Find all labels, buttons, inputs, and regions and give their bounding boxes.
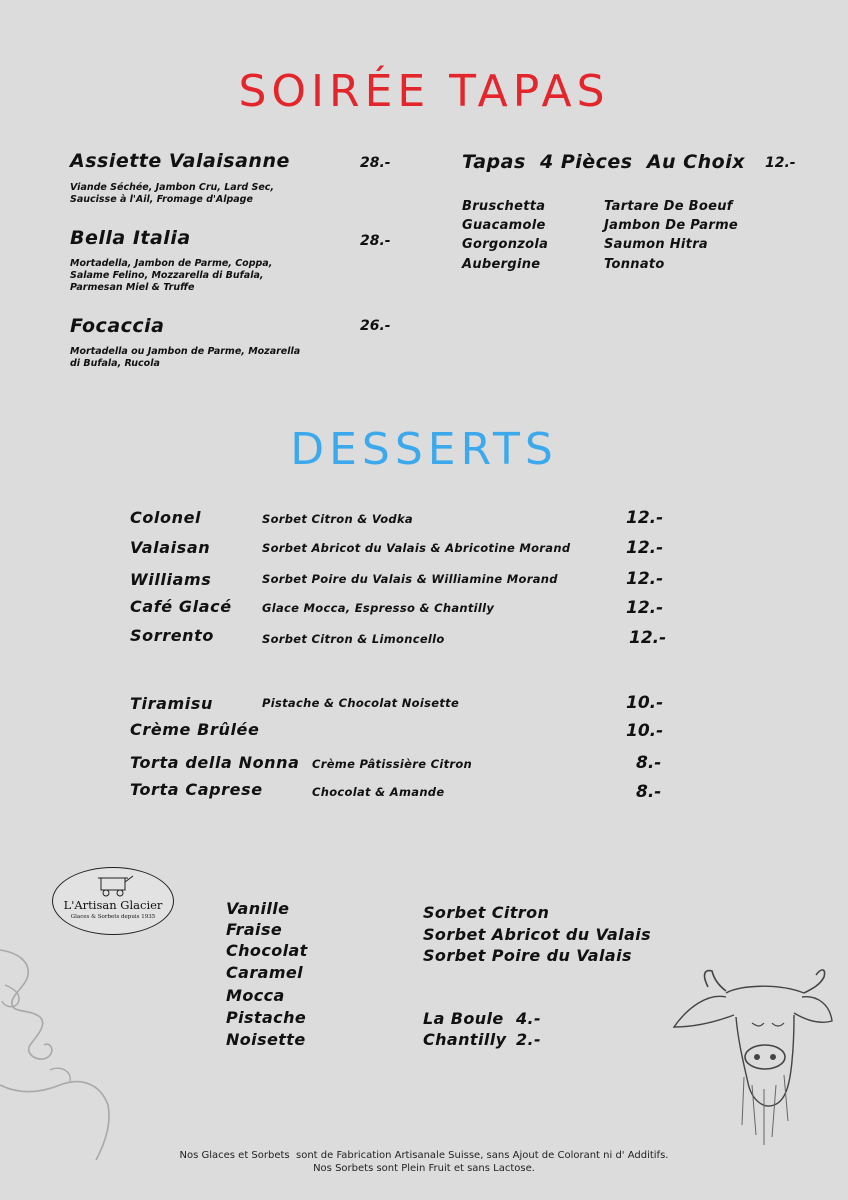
ice-flavor: Mocca	[226, 986, 285, 1005]
ice-flavor: Fraise	[226, 920, 283, 939]
tapas-item-desc: Mortadella ou Jambon de Parme, Mozarella di Bufala, Rucola	[70, 346, 301, 369]
tapas-item-price: 26.-	[360, 318, 391, 334]
dessert-name: Valaisan	[130, 538, 211, 557]
dessert-price: 12.-	[626, 598, 664, 618]
tapas-item-name: Bella Italia	[70, 227, 191, 249]
dessert-desc: Sorbet Poire du Valais & Williamine Morand	[262, 572, 558, 586]
dessert-desc: Pistache & Chocolat Noisette	[262, 696, 460, 710]
tapa-option: Bruschetta	[462, 199, 546, 214]
sorbet-flavor: Sorbet Citron	[423, 903, 550, 922]
tapa-option: Saumon Hitra	[604, 237, 708, 252]
tapas-item-desc: Mortadella, Jambon de Parme, Coppa, Salame Felino, Mozzarella di Bufala, Parmesan Miel & Truffe	[70, 258, 273, 293]
dessert-name: Crème Brûlée	[130, 720, 260, 739]
tapa-option: Jambon De Parme	[604, 218, 739, 233]
dessert-desc: Sorbet Abricot du Valais & Abricotine Morand	[262, 541, 571, 555]
ice-flavor: Pistache	[226, 1008, 307, 1027]
dessert-desc: Glace Mocca, Espresso & Chantilly	[262, 601, 495, 615]
dessert-price: 12.-	[626, 538, 664, 558]
dessert-price: 8.-	[636, 753, 662, 773]
dessert-name: Colonel	[130, 508, 202, 527]
scoop-price: 4.-	[516, 1009, 542, 1028]
tapas-item-price: 28.-	[360, 155, 391, 171]
dessert-name: Tiramisu	[130, 694, 213, 713]
dessert-price: 12.-	[626, 569, 664, 589]
dessert-price: 10.-	[626, 721, 664, 741]
dessert-desc: Sorbet Citron & Limoncello	[262, 632, 445, 646]
sorbet-flavor: Sorbet Poire du Valais	[423, 946, 632, 965]
dessert-price: 10.-	[626, 693, 664, 713]
cow-head-line-drawing-icon	[668, 965, 838, 1155]
ice-cream-cart-icon	[53, 868, 173, 898]
tapas-item-name: Focaccia	[70, 315, 165, 337]
tapas-item-desc: Viande Séchée, Jambon Cru, Lard Sec, Saucisse à l'Ail, Fromage d'Alpage	[70, 182, 275, 205]
tapas-choice-price: 12.-	[765, 155, 796, 171]
scoop-price-label: La Boule	[423, 1009, 504, 1028]
tapas-title: SOIRÉE TAPAS	[238, 66, 610, 117]
artisan-glacier-logo	[52, 867, 174, 935]
ice-flavor: Vanille	[226, 899, 290, 918]
dessert-name: Sorrento	[130, 626, 214, 645]
dessert-name: Café Glacé	[130, 597, 232, 616]
sorbet-flavor: Sorbet Abricot du Valais	[423, 925, 652, 944]
footer-line-1: Nos Glaces et Sorbets sont de Fabrication Artisanale Suisse, sans Ajout de Colorant ni d' Additifs.	[179, 1150, 669, 1161]
tapa-option: Tartare De Boeuf	[604, 199, 733, 214]
tapa-option: Aubergine	[462, 257, 541, 272]
chantilly-price-label: Chantilly	[423, 1030, 507, 1049]
ice-flavor: Noisette	[226, 1030, 306, 1049]
tapa-option: Tonnato	[604, 257, 665, 272]
dessert-name: Torta della Nonna	[130, 753, 300, 772]
tapas-choice-title: Tapas 4 Pièces Au Choix	[462, 151, 745, 173]
dessert-desc: Crème Pâtissière Citron	[312, 757, 473, 771]
tapas-item-price: 28.-	[360, 233, 391, 249]
desserts-title: DESSERTS	[290, 424, 558, 475]
logo-name: L'Artisan Glacier	[63, 898, 163, 912]
dessert-name: Torta Caprese	[130, 780, 263, 799]
logo-tagline: Glaces & Sorbets depuis 1935	[70, 914, 156, 920]
dessert-price: 12.-	[626, 508, 664, 528]
face-line-drawing-icon	[0, 945, 120, 1165]
dessert-name: Williams	[130, 570, 212, 589]
dessert-desc: Chocolat & Amande	[312, 785, 445, 799]
tapas-item-name: Assiette Valaisanne	[70, 150, 290, 172]
ice-flavor: Caramel	[226, 963, 304, 982]
chantilly-price: 2.-	[516, 1030, 542, 1049]
ice-flavor: Chocolat	[226, 941, 308, 960]
dessert-desc: Sorbet Citron & Vodka	[262, 512, 413, 526]
footer-line-2: Nos Sorbets sont Plein Fruit et sans Lactose.	[313, 1163, 535, 1174]
tapa-option: Guacamole	[462, 218, 546, 233]
dessert-price: 12.-	[629, 628, 667, 648]
tapa-option: Gorgonzola	[462, 237, 549, 252]
dessert-price: 8.-	[636, 782, 662, 802]
